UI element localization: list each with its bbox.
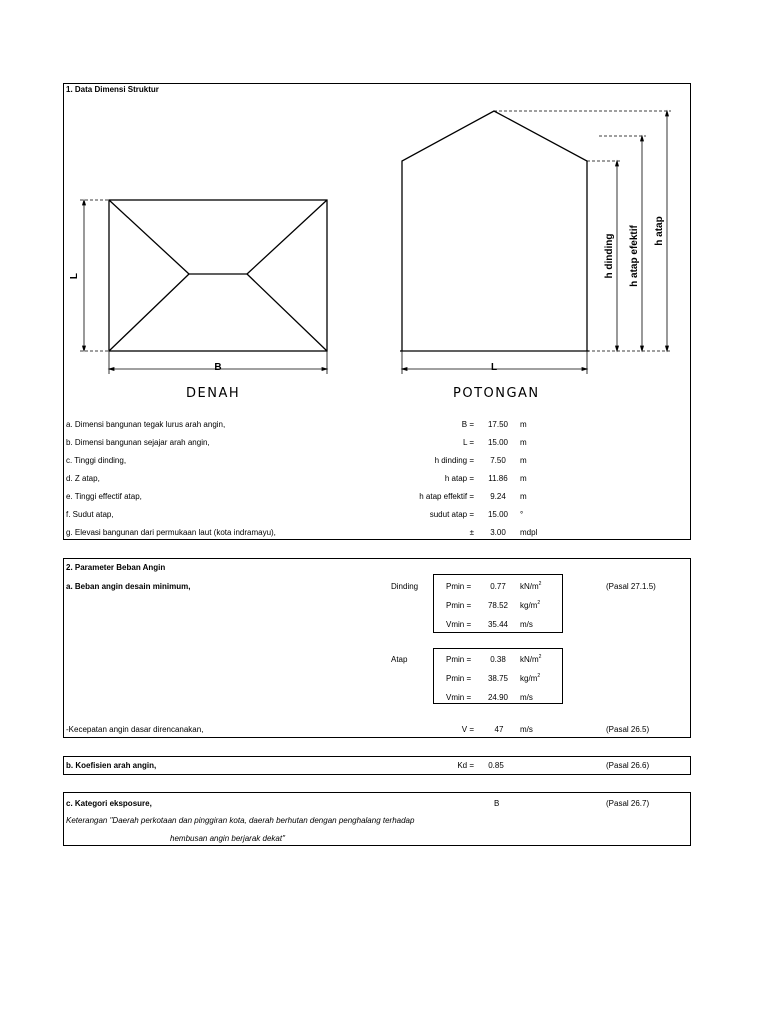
atap-value: 0.38	[490, 655, 506, 664]
dimension-desc: e. Tinggi effectif atap,	[66, 492, 142, 501]
dimension-unit: m	[520, 474, 527, 483]
dinding-unit-text: m/s	[520, 620, 533, 629]
atap-unit	[520, 655, 541, 665]
dinding-unit-text: kN/m	[520, 582, 539, 591]
kd-desc: b. Koefisien arah angin,	[66, 761, 157, 770]
dimension-value: 7.50	[490, 456, 506, 465]
subtitle-beban-minimum: a. Beban angin desain minimum,	[66, 582, 191, 591]
kecepatan-desc: -Kecepatan angin dasar direncanakan,	[66, 725, 204, 734]
denah-plan	[109, 200, 327, 351]
eksposure-val: B	[494, 799, 500, 808]
dinding-symbol: Pmin =	[446, 601, 472, 610]
atap-unit-exponent: 2	[537, 673, 541, 679]
atap-unit-exponent: 2	[538, 654, 542, 660]
dimension-unit: °	[520, 510, 524, 519]
atap-value: 38.75	[487, 674, 509, 683]
kecepatan-val: 47	[494, 725, 504, 734]
dinding-label: Dinding	[391, 582, 419, 591]
structure-drawing	[64, 84, 692, 541]
dinding-unit-exponent: 2	[537, 600, 541, 606]
atap-symbol: Pmin =	[446, 655, 472, 664]
section-koefisien-arah-angin	[63, 756, 691, 775]
eksposure-desc: c. Kategori eksposure,	[66, 799, 152, 808]
dimension-desc: f. Sudut atap,	[66, 510, 114, 519]
dimension-symbol: h atap effektif =	[419, 492, 474, 501]
eksposure-note-line2: hembusan angin berjarak dekat"	[170, 834, 285, 843]
atap-symbol: Pmin =	[446, 674, 472, 683]
kd-ref: (Pasal 26.6)	[606, 761, 650, 770]
dimension-unit: mdpl	[520, 528, 538, 537]
dimension-value: 11.86	[488, 474, 508, 483]
atap-symbol: Vmin =	[446, 693, 472, 702]
dimension-desc: c. Tinggi dinding,	[66, 456, 127, 465]
eksposure-note-line1: Keterangan "Daerah perkotaan dan pinggiran kota, daerah berhutan dengan penghalang terhadap	[66, 816, 415, 825]
kd-val: 0.85	[488, 761, 504, 770]
dinding-value: 78.52	[487, 601, 509, 610]
kd-sym: Kd =	[457, 761, 474, 770]
potongan-section	[400, 111, 589, 351]
dimension-value: 15.00	[487, 438, 509, 447]
dimension-symbol: B =	[461, 420, 474, 429]
section-title: 1. Data Dimensi Struktur	[66, 85, 159, 94]
potongan-caption: POTONGAN	[453, 386, 540, 401]
eksposure-ref: (Pasal 26.7)	[606, 799, 650, 808]
atap-value: 24.90	[487, 693, 509, 702]
dimension-unit: m	[520, 420, 527, 429]
section-parameter-beban-angin	[63, 558, 691, 738]
dinding-unit	[520, 601, 540, 611]
dimension-value: 3.00	[490, 528, 506, 537]
section-kategori-eksposure	[63, 792, 691, 846]
kecepatan-sym: V =	[461, 725, 474, 734]
dinding-unit	[520, 582, 541, 592]
dimension-desc: b. Dimensi bangunan sejajar arah angin,	[66, 438, 210, 447]
section-data-dimensi	[63, 83, 691, 540]
dimension-symbol: L =	[462, 438, 474, 447]
atap-unit-text: kg/m	[520, 674, 538, 683]
dinding-symbol: Vmin =	[446, 620, 472, 629]
dimension-value: 17.50	[487, 420, 509, 429]
label-h-atap: h atap	[654, 216, 665, 246]
dimension-desc: d. Z atap,	[66, 474, 100, 483]
dimension-value: 15.00	[487, 510, 509, 519]
section-title: 2. Parameter Beban Angin	[66, 563, 166, 572]
dinding-unit	[520, 620, 533, 630]
dinding-ref: (Pasal 27.1.5)	[606, 582, 656, 591]
label-h-atap-efektif: h atap efektif	[629, 225, 640, 287]
dinding-symbol: Pmin =	[446, 582, 472, 591]
label-L-bottom: L	[490, 362, 498, 373]
kecepatan-ref: (Pasal 26.5)	[606, 725, 650, 734]
atap-label: Atap	[391, 655, 408, 664]
dinding-unit-exponent: 2	[538, 581, 542, 587]
dimension-symbol: sudut atap =	[429, 510, 474, 519]
atap-unit	[520, 674, 540, 684]
atap-unit-text: kN/m	[520, 655, 539, 664]
label-L-left: L	[69, 272, 80, 280]
dimension-desc: a. Dimensi bangunan tegak lurus arah angin,	[66, 420, 226, 429]
dimension-symbol: h atap =	[444, 474, 474, 483]
dimension-value: 9.24	[490, 492, 506, 501]
dinding-value: 35.44	[487, 620, 509, 629]
dimension-unit: m	[520, 492, 527, 501]
dimension-desc: g. Elevasi bangunan dari permukaan laut (kota indramayu),	[66, 528, 276, 537]
dimension-unit: m	[520, 438, 527, 447]
dinding-value: 0.77	[490, 582, 506, 591]
dimension-symbol: ±	[469, 528, 474, 537]
atap-unit	[520, 693, 533, 703]
dimension-symbol: h dinding =	[434, 456, 474, 465]
atap-unit-text: m/s	[520, 693, 533, 702]
dimension-unit: m	[520, 456, 527, 465]
label-h-dinding: h dinding	[604, 233, 615, 279]
dinding-unit-text: kg/m	[520, 601, 538, 610]
label-B: B	[214, 362, 222, 373]
denah-caption: DENAH	[186, 386, 241, 401]
kecepatan-unit: m/s	[520, 725, 533, 734]
